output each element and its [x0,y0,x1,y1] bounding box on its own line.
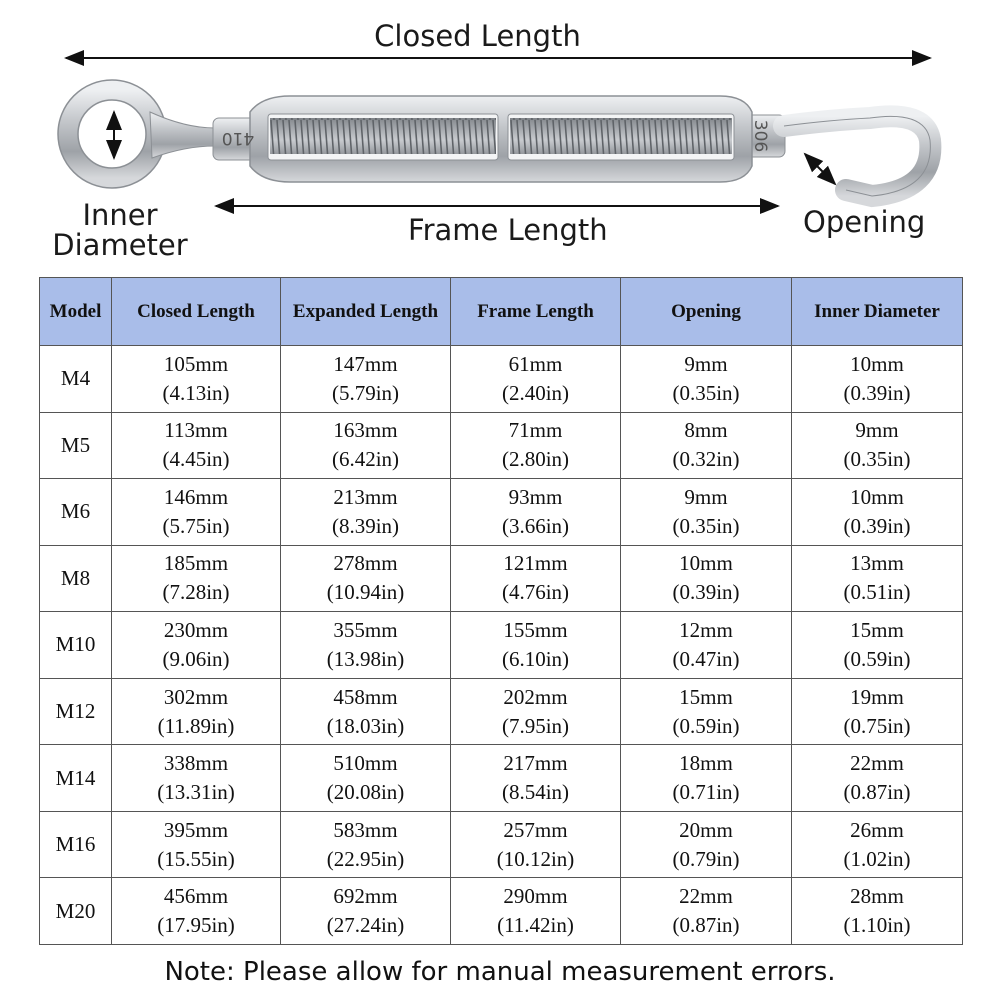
right-stamp: 306 [750,119,770,153]
value-cell [621,811,792,878]
value-cell [112,878,281,945]
value-cell [451,412,621,479]
imperial-value: (3.66in) [501,513,570,538]
value-cell [281,811,451,878]
metric-value: 15mm [850,617,904,642]
metric-value: 213mm [333,484,398,509]
value-cell [792,678,963,745]
opening-label: Opening [803,205,926,239]
value-cell [621,745,792,812]
metric-value: 202mm [503,684,568,709]
imperial-value: (8.39in) [331,513,400,538]
imperial-value: (0.87in) [672,913,740,938]
value-cell [621,412,792,479]
metric-value: 290mm [503,884,568,909]
closed-length-label: Closed Length [374,19,581,53]
metric-value: 338mm [163,751,229,776]
metric-value: 10mm [850,351,904,376]
left-stamp: 410 [221,128,255,148]
imperial-value: (4.76in) [501,580,570,605]
value-cell [451,745,621,812]
imperial-value: (4.45in) [162,447,230,472]
metric-value: 22mm [850,751,904,776]
metric-value: 278mm [333,551,398,576]
metric-value: 22mm [679,884,733,909]
metric-value: 26mm [850,817,904,842]
value-cell [281,678,451,745]
model-cell: M5 [40,412,112,479]
column-header: Model [40,278,112,346]
value-cell [621,678,792,745]
value-cell [112,745,281,812]
imperial-value: (0.35in) [672,513,740,538]
value-cell [792,479,963,546]
metric-value: 147mm [333,351,398,376]
metric-value: 163mm [333,418,398,443]
spec-table [39,277,963,945]
turnbuckle-diagram [0,0,1000,275]
frame-body [213,96,785,182]
imperial-value: (0.79in) [672,846,740,871]
metric-value: 93mm [508,484,563,509]
value-cell [281,479,451,546]
value-cell [451,346,621,413]
imperial-value: (27.24in) [326,913,405,938]
value-cell [112,479,281,546]
value-cell [451,811,621,878]
value-cell [792,878,963,945]
column-header: Closed Length [112,278,281,346]
measurement-note: Note: Please allow for manual measurement errors. [164,957,836,987]
value-cell [621,878,792,945]
imperial-value: (8.54in) [501,780,570,805]
model-cell: M6 [40,479,112,546]
model-cell: M16 [40,811,112,878]
table-row [40,678,963,745]
imperial-value: (0.35in) [843,447,911,472]
imperial-value: (0.71in) [672,780,740,805]
imperial-value: (22.95in) [326,846,405,871]
table-row [40,545,963,612]
metric-value: 15mm [679,684,733,709]
column-header: Inner Diameter [792,278,963,346]
model-cell: M4 [40,346,112,413]
column-header: Opening [621,278,792,346]
table-header [40,278,963,346]
value-cell [792,545,963,612]
value-cell [112,612,281,679]
imperial-value: (17.95in) [157,913,235,938]
value-cell [451,878,621,945]
imperial-value: (11.42in) [497,913,574,938]
value-cell [792,745,963,812]
metric-value: 510mm [333,751,398,776]
value-cell [451,545,621,612]
eye-end [58,80,215,188]
metric-value: 20mm [679,817,733,842]
column-header: Expanded Length [281,278,451,346]
value-cell [281,878,451,945]
model-cell: M8 [40,545,112,612]
metric-value: 28mm [850,884,904,909]
table-row [40,412,963,479]
imperial-value: (5.79in) [331,380,400,405]
value-cell [112,811,281,878]
imperial-value: (0.32in) [672,447,740,472]
table-row [40,612,963,679]
value-cell [451,479,621,546]
metric-value: 13mm [850,551,904,576]
metric-value: 185mm [163,551,229,576]
model-cell: M12 [40,678,112,745]
table-row [40,745,963,812]
value-cell [792,346,963,413]
value-cell [451,678,621,745]
imperial-value: (4.13in) [162,380,230,405]
metric-value: 9mm [855,418,899,443]
metric-value: 692mm [333,884,398,909]
frame-length-label: Frame Length [408,213,608,247]
inner-diameter-label: Inner Diameter [52,198,188,262]
imperial-value: (7.95in) [501,713,570,738]
imperial-value: (6.42in) [331,447,400,472]
metric-value: 19mm [850,684,904,709]
imperial-value: (0.47in) [672,646,740,671]
metric-value: 257mm [503,817,568,842]
metric-value: 146mm [163,484,229,509]
imperial-value: (0.59in) [843,646,911,671]
value-cell [281,612,451,679]
imperial-value: (7.28in) [162,580,230,605]
value-cell [621,545,792,612]
metric-value: 458mm [333,684,398,709]
value-cell [112,412,281,479]
imperial-value: (0.35in) [672,380,740,405]
metric-value: 10mm [679,551,733,576]
metric-value: 583mm [333,817,398,842]
value-cell [792,811,963,878]
imperial-value: (0.75in) [843,713,911,738]
metric-value: 71mm [508,418,563,443]
imperial-value: (10.12in) [496,846,575,871]
imperial-value: (18.03in) [326,713,405,738]
table-row [40,479,963,546]
metric-value: 9mm [684,484,728,509]
model-cell: M20 [40,878,112,945]
value-cell [281,745,451,812]
value-cell [621,346,792,413]
imperial-value: (1.10in) [843,913,911,938]
value-cell [281,412,451,479]
metric-value: 230mm [163,617,229,642]
metric-value: 10mm [850,484,904,509]
imperial-value: (0.59in) [672,713,740,738]
imperial-value: (15.55in) [157,846,235,871]
imperial-value: (2.80in) [501,447,570,472]
metric-value: 105mm [163,351,229,376]
metric-value: 355mm [333,617,398,642]
imperial-value: (5.75in) [162,513,230,538]
metric-value: 217mm [503,751,568,776]
metric-value: 9mm [684,351,728,376]
column-header: Frame Length [451,278,621,346]
imperial-value: (9.06in) [162,646,230,671]
imperial-value: (0.39in) [672,580,740,605]
value-cell [281,545,451,612]
value-cell [112,678,281,745]
imperial-value: (20.08in) [326,780,405,805]
metric-value: 113mm [164,418,228,443]
model-cell: M10 [40,612,112,679]
table-row [40,878,963,945]
value-cell [112,346,281,413]
imperial-value: (0.87in) [843,780,911,805]
metric-value: 61mm [508,351,563,376]
header-row [40,278,963,346]
table-row [40,346,963,413]
metric-value: 395mm [163,817,229,842]
value-cell [621,612,792,679]
metric-value: 302mm [163,684,229,709]
value-cell [792,412,963,479]
imperial-value: (2.40in) [501,380,570,405]
metric-value: 8mm [684,418,728,443]
metric-value: 12mm [679,617,733,642]
imperial-value: (13.98in) [326,646,405,671]
imperial-value: (6.10in) [501,646,570,671]
table-body [40,346,963,945]
value-cell [451,612,621,679]
imperial-value: (11.89in) [157,713,235,738]
imperial-value: (0.39in) [843,513,911,538]
imperial-value: (0.51in) [843,580,911,605]
model-cell: M14 [40,745,112,812]
metric-value: 18mm [679,751,733,776]
imperial-value: (1.02in) [843,846,911,871]
metric-value: 155mm [503,617,568,642]
value-cell [621,479,792,546]
imperial-value: (10.94in) [326,580,405,605]
value-cell [281,346,451,413]
table-row [40,811,963,878]
opening-arrow [805,154,835,184]
metric-value: 121mm [503,551,568,576]
value-cell [112,545,281,612]
imperial-value: (0.39in) [843,380,911,405]
imperial-value: (13.31in) [157,780,235,805]
metric-value: 456mm [163,884,229,909]
value-cell [792,612,963,679]
